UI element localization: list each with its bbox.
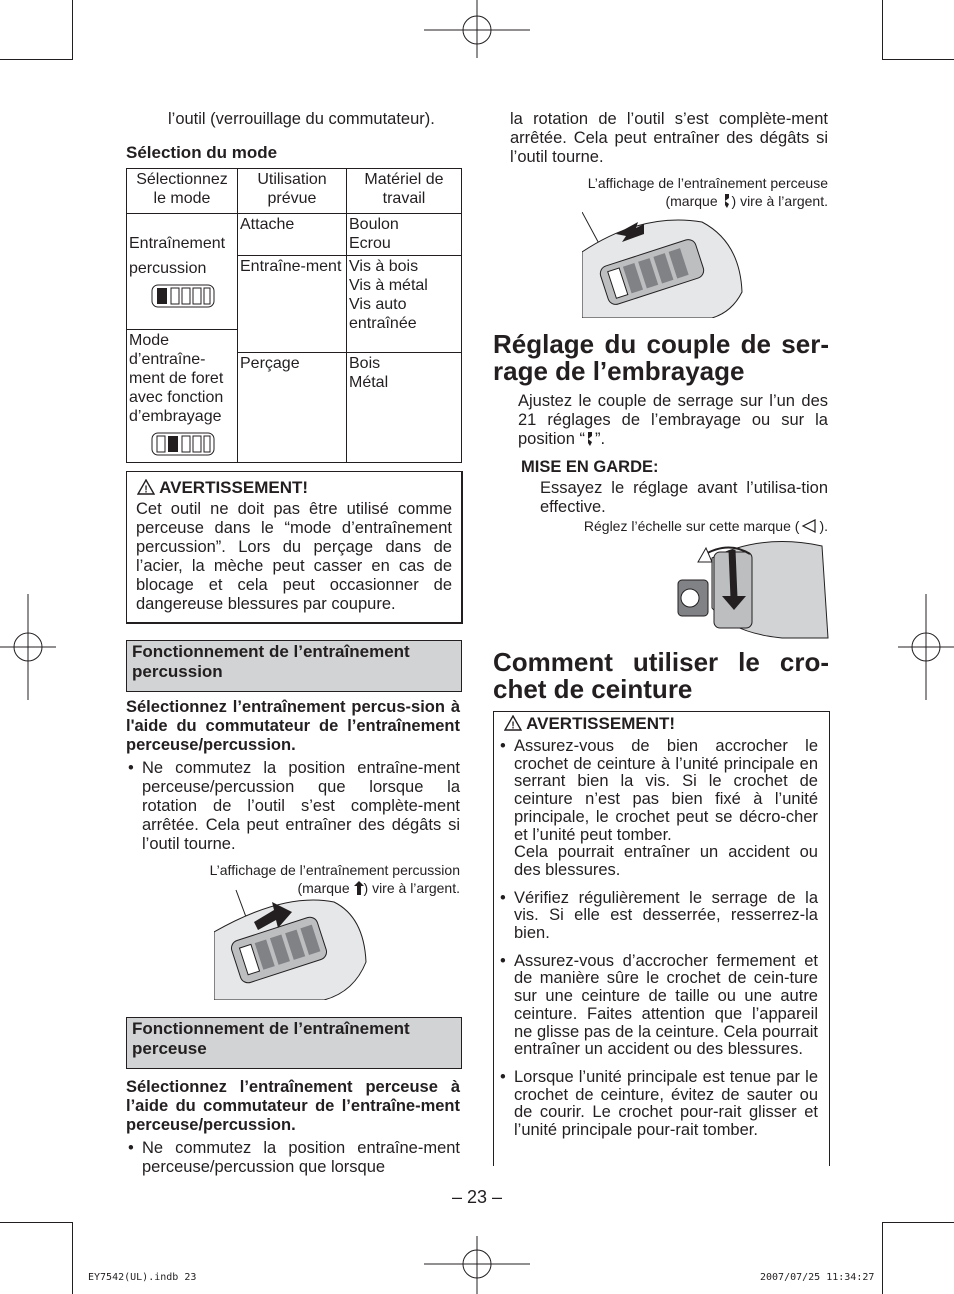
mode-label: Mode d’entraîne-ment de foret avec fonction d’embrayage <box>129 332 224 425</box>
impact-bullet <box>126 759 460 854</box>
page-number: – 23 – <box>451 1187 503 1207</box>
table-header: Matériel de travail <box>347 169 462 214</box>
list-item: • Assurez-vous d’accrocher fermement et de manière sûre le crochet de cein-ture sur une ceinture de taille ou une autre ceinture. Faites attention que l’appareil ne glisse pas de la ceinture. Cela pourrait entraîner un accident ou des blessures. <box>498 953 818 1059</box>
caption-line: L’affichage de l’entraînement perceuse <box>587 175 828 191</box>
caption-scale <box>540 517 828 535</box>
footer-file: EY7542(UL).indb 23 <box>88 1272 197 1283</box>
caption-line: Réglez l’échelle sur cette marque ( <box>583 518 800 534</box>
caption-line: ) vire à l’argent. <box>731 193 828 209</box>
drill-mark-icon <box>585 431 595 447</box>
footer-timestamp: 2007/07/25 11:34:27 <box>760 1272 875 1283</box>
warning-title-text: AVERTISSEMENT! <box>526 714 676 733</box>
bullet-text: • Ne commutez la position entraîne-ment perceuse/percussion que lorsque la rotation de l’outil s’est complète-ment arrêtée. Cela peut entraîner des dégâts si l’outil tourne. <box>126 759 460 854</box>
heading-belt-hook: Comment utiliser le cro-chet de ceinture <box>493 647 829 704</box>
table-header: Sélectionnez le mode <box>127 169 238 214</box>
switch-drill-icon <box>151 432 215 456</box>
drill-instruction: Sélectionnez l’entraînement perceuse à l’aide du commutateur de l’entraîne-ment perceuse/percussion. <box>126 1078 460 1134</box>
mode-heading: Sélection du mode <box>126 143 278 162</box>
warning-box-1 <box>126 471 463 624</box>
continued-bullet-text: la rotation de l’outil s’est complète-ment arrêtée. Cela peut entraîner des dégâts si l’outil tourne. <box>510 110 828 166</box>
drill-bullet <box>126 1139 460 1177</box>
table-cell: Perçage <box>238 352 347 462</box>
warning-icon <box>137 479 155 495</box>
list-item: • Vérifiez régulièrement le serrage de la vis. Si elle est desserrée, resserrez-la bien. <box>498 890 818 943</box>
list-item: • Lorsque l’unité principale est tenue par le crochet de ceinture, évitez de sauter ou de courir. Le crochet pour-rait glisser et l’unité principale pour-rait tomber. <box>498 1069 818 1140</box>
caption-line: L’affichage de l’entraînement percussion <box>209 862 460 878</box>
table-header: Utilisation prévue <box>238 169 347 214</box>
table-cell: Attache <box>238 214 347 256</box>
caution-text: Essayez le réglage avant l’utilisa-tion effective. <box>540 479 828 516</box>
caption-line: ) vire à l’argent. <box>363 880 460 896</box>
caption-line: (marque <box>665 193 718 209</box>
svg-text:!: ! <box>511 720 515 731</box>
warning-title <box>137 478 308 498</box>
warning-text: Cet outil ne doit pas être utilisé comme perceuse dans le “mode d’entraînement percussion”. Lors du perçage dans de l’acier, la mèche peut casser en cas de blocage et cela peut occasionner de dangereuse blessures par coupure. <box>136 500 452 613</box>
warning-box-2 <box>493 711 830 1166</box>
caption-line: ). <box>819 518 828 534</box>
mode-table <box>126 168 462 463</box>
table-cell: Boulon Ecrou <box>347 214 462 256</box>
table-cell: Bois Métal <box>347 352 462 462</box>
impact-switch-illustration <box>214 882 370 1000</box>
section-impact-title: Fonctionnement de l’entraînement percussion <box>126 640 462 692</box>
warning-title-text: AVERTISSEMENT! <box>159 478 309 497</box>
section-drill-title: Fonctionnement de l’entraînement perceuse <box>126 1017 462 1069</box>
clutch-text-b: ”. <box>594 430 606 448</box>
warning-title <box>504 714 675 734</box>
bullet-text: • Ne commutez la position entraîne-ment perceuse/percussion que lorsque <box>126 1139 460 1177</box>
caption-line: (marque <box>297 880 350 896</box>
svg-text:!: ! <box>144 484 148 495</box>
impact-instruction: Sélectionnez l’entraînement percus-sion à l'aide du commutateur de l’entraînement perceuse/percussion. <box>126 698 460 754</box>
caption-drill <box>520 174 828 210</box>
clutch-illustration <box>672 538 830 642</box>
mode-label: Entraînement <box>129 235 226 252</box>
list-item: • Assurez-vous de bien accrocher le crochet de ceinture à l’unité principale en serrant bien la vis. Si le crochet de ceinture n’est pas bien fixé à l’unité principale, le crochet peut se décro-cher et l’unité peut tomber. Cela pourrait entraîner un accident ou des blessures. <box>498 738 818 880</box>
mode-impact-cell <box>127 214 238 330</box>
warning-icon <box>504 715 522 731</box>
drill-switch-illustration <box>582 212 744 318</box>
mode-label: percussion <box>129 260 207 277</box>
switch-impact-icon <box>151 284 215 308</box>
mode-drill-cell <box>127 330 238 463</box>
heading-clutch: Réglage du couple de ser-rage de l’embrayage <box>493 329 829 386</box>
clutch-text <box>518 392 828 449</box>
continued-text: l’outil (verrouillage du commutateur). <box>168 110 435 128</box>
table-cell: Vis à bois Vis à métal Vis auto entraînée <box>347 256 462 353</box>
drill-mark-icon <box>722 193 732 209</box>
warning-bullets <box>498 738 818 1140</box>
table-cell: Entraîne-ment <box>238 256 347 353</box>
clutch-text-a: Ajustez le couple de serrage sur l’un des 21 réglages de l’embrayage ou sur la position “ <box>518 392 828 448</box>
caution-title: MISE EN GARDE: <box>521 458 659 476</box>
triangle-mark-icon <box>801 519 817 533</box>
